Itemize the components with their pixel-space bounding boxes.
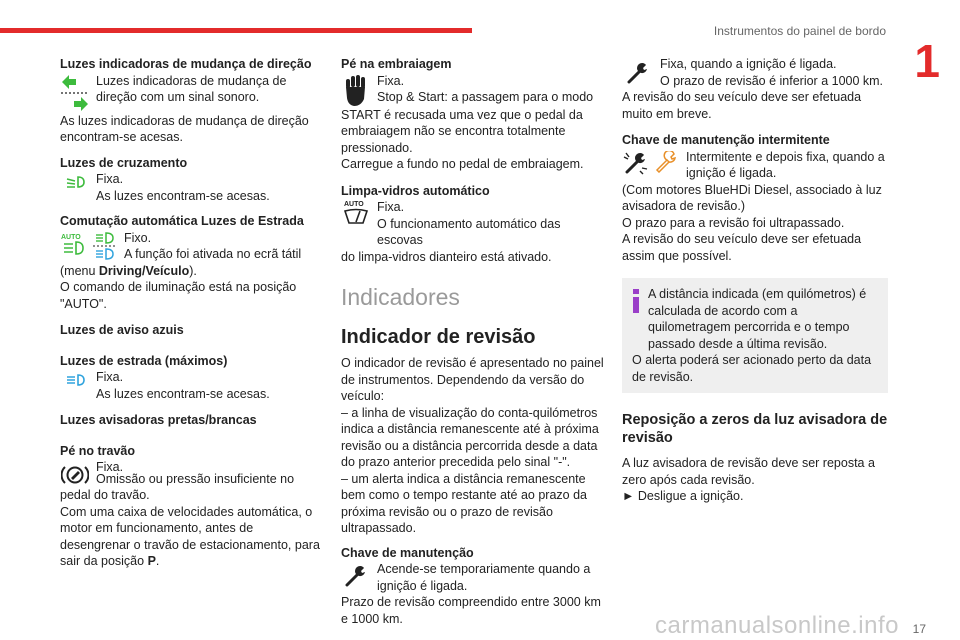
clutch-foot-icon <box>341 73 371 107</box>
auto-wiper-icon <box>341 199 371 249</box>
flashing-key-desc: Intermitente e depois fixa, quando a ignição é ligada. <box>686 149 885 180</box>
turn-signal-arrows-icon <box>60 73 90 113</box>
outline-wrench-icon <box>654 151 680 173</box>
service-key-note: Prazo de revisão compreendido entre 3000 km e 1000 km. <box>341 595 601 626</box>
auto-high-beam-heading: Comutação automática Luzes de Estrada <box>60 214 304 228</box>
fixed-key-status: Fixa, quando a ignição é ligada. <box>660 57 837 71</box>
info-text-1: A distância indicada (em quilómetros) é calculada de acordo com a quilometragem percorrida e o tempo passado desde a última revisão. <box>648 287 867 351</box>
clutch-status: Fixa. <box>377 73 405 88</box>
brake-pedal-icon <box>60 459 90 487</box>
foot-on-clutch-heading: Pé na embraiagem <box>341 57 452 71</box>
flashing-key-heading: Chave de manutenção intermitente <box>622 133 830 147</box>
auto-beam-menu-line: (menu Driving/Veículo). <box>60 263 197 278</box>
auto-beam-icon <box>60 232 86 256</box>
foot-on-brake-heading: Pé no travão <box>60 443 136 458</box>
wiper-desc-rest: do limpa-vidros dianteiro está ativado. <box>341 249 552 264</box>
blue-warning-heading: Luzes de aviso azuis <box>60 323 184 337</box>
wiper-status: Fixa. <box>377 200 405 214</box>
section-title-indicators: Indicadores <box>341 284 460 310</box>
auto-high-beam-icons <box>60 230 118 263</box>
high-beam-pair-icon <box>92 232 118 262</box>
fixed-key-desc: O prazo de revisão é inferior a 1000 km. <box>660 73 884 88</box>
reset-heading: Reposição a zeros da luz avisadora de revisão <box>622 412 888 446</box>
turn-indicators-desc: Luzes indicadoras de mudança de direção com um sinal sonoro. <box>96 73 287 104</box>
wrench-fixed-icon <box>622 56 654 89</box>
service-bullet-1: – a linha de visualização do conta-quilómetros indica a distância remanescente até à próxima revisão ou a distância percorrida desde a data do prazo anterior precedida pelo sinal "-". <box>341 405 599 469</box>
dipped-beam-heading: Luzes de cruzamento <box>60 155 188 170</box>
flashing-key-note-2: O prazo para a revisão foi ultrapassado. <box>622 215 845 230</box>
page-number: 17 <box>912 622 926 636</box>
clutch-note: Carregue a fundo no pedal de embraiagem. <box>341 157 584 171</box>
auto-wipers-heading: Limpa-vidros automático <box>341 183 490 198</box>
main-beam-status: Fixa. <box>96 370 124 384</box>
main-beam-desc: As luzes encontram-se acesas. <box>96 386 270 401</box>
service-bullet-2: – um alerta indica a distância remanescente bem como o tempo restante até ao prazo da próxima revisão ou o prazo de revisão ultrapassado. <box>341 471 587 535</box>
brake-note: Com uma caixa de velocidades automática, o motor em funcionamento, antes de desengrenar o travão de estacionamento, para sair da posição P. <box>60 504 320 568</box>
svg-text:AUTO: AUTO <box>344 201 364 208</box>
dipped-beam-status: Fixa. <box>96 172 124 186</box>
header-accent-bar <box>0 28 472 33</box>
brake-desc: Omissão ou pressão insuficiente no pedal do travão. <box>60 471 295 502</box>
column-2 <box>341 56 605 627</box>
clutch-desc-start: Stop & Start: a passagem para o modo <box>377 90 594 104</box>
main-beam-heading: Luzes de estrada (máximos) <box>60 353 228 368</box>
column-1 <box>60 56 322 570</box>
auto-beam-status: Fixo. <box>124 230 152 245</box>
page-header-title: Instrumentos do painel de bordo <box>713 24 886 38</box>
service-key-desc: Acende-se temporariamente quando a ignição é ligada. <box>377 562 591 593</box>
column-3 <box>622 56 888 505</box>
auto-beam-note: O comando de iluminação está na posição "AUTO". <box>60 280 297 311</box>
dipped-beam-desc: As luzes encontram-se acesas. <box>96 188 270 203</box>
wiper-desc-start: O funcionamento automático das escovas <box>377 216 561 247</box>
fixed-key-note: A revisão do seu veículo deve ser efetuada muito em breve. <box>622 90 862 121</box>
info-icon <box>632 286 640 352</box>
flashing-key-note-1: (Com motores BlueHDi Diesel, associado à luz avisadora de revisão.) <box>622 182 882 213</box>
turn-indicators-heading: Luzes indicadoras de mudança de direção <box>60 57 312 71</box>
info-box <box>622 278 888 393</box>
auto-beam-desc: A função foi ativada no ecrã tátil <box>124 247 302 261</box>
flashing-wrench-icon <box>622 151 650 175</box>
service-intro: O indicador de revisão é apresentado no painel de instrumentos. Dependendo da versão do veículo: <box>341 356 604 403</box>
reset-step: ► Desligue a ignição. <box>622 489 744 503</box>
brake-status: Fixa. <box>96 460 124 474</box>
main-beam-icon <box>60 369 90 402</box>
chapter-number: 1 <box>914 35 940 87</box>
black-white-heading: Luzes avisadoras pretas/brancas <box>60 413 257 427</box>
turn-indicators-note: As luzes indicadoras de mudança de direção encontram-se acesas. <box>60 113 309 144</box>
wrench-icon <box>341 561 371 594</box>
watermark: carmanualsonline.info <box>655 612 899 639</box>
flashing-key-note-3: A revisão do seu veículo deve ser efetuada assim que possível. <box>622 232 862 263</box>
info-text-2: O alerta poderá ser acionado perto da data de revisão. <box>632 353 872 384</box>
service-key-heading: Chave de manutenção <box>341 545 474 560</box>
reset-desc: A luz avisadora de revisão deve ser reposta a zero após cada revisão. <box>622 456 875 487</box>
dipped-beam-icon <box>60 171 90 204</box>
svg-text:AUTO: AUTO <box>61 233 81 241</box>
clutch-desc-rest: START é recusada uma vez que o pedal da embraiagem não se encontra totalmente pressionado. <box>341 107 583 155</box>
flashing-wrench-icons <box>622 149 680 182</box>
service-indicator-heading: Indicador de revisão <box>341 326 536 348</box>
